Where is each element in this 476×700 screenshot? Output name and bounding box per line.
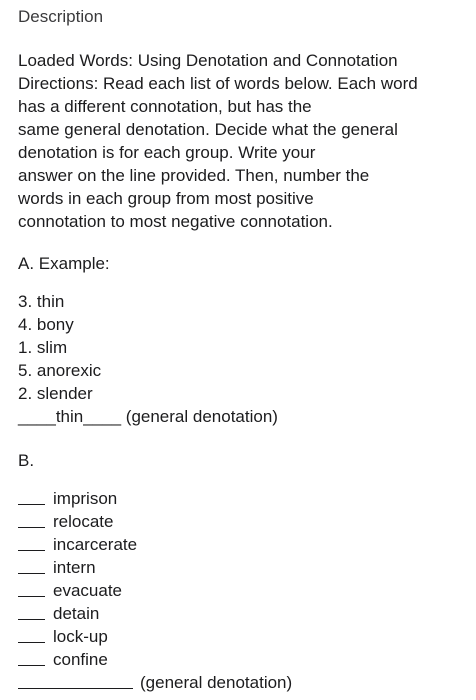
example-item: 5. anorexic <box>18 361 102 380</box>
directions-paragraph <box>18 49 468 233</box>
example-item: 3. thin <box>18 292 65 311</box>
example-item: 4. bony <box>18 315 74 334</box>
word-row <box>18 625 292 648</box>
word-label: incarcerate <box>53 535 138 554</box>
word-label: imprison <box>53 489 118 508</box>
intro-line: has a different connotation, but has the <box>18 97 312 116</box>
denotation-blank[interactable] <box>18 672 133 689</box>
rank-blank[interactable] <box>18 649 45 666</box>
denotation-answer-line <box>18 671 292 694</box>
intro-line: same general denotation. Decide what the general <box>18 120 398 139</box>
word-label: lock-up <box>53 627 108 646</box>
word-row <box>18 648 292 671</box>
rank-blank[interactable] <box>18 603 45 620</box>
word-row <box>18 487 292 510</box>
section-b-label: B. <box>18 451 35 470</box>
intro-line: connotation to most negative connotation. <box>18 212 333 231</box>
word-row <box>18 533 292 556</box>
word-label: detain <box>53 604 100 623</box>
intro-line: denotation is for each group. Write your <box>18 143 316 162</box>
description-heading: Description <box>18 7 104 26</box>
word-label: relocate <box>53 512 114 531</box>
intro-line: Directions: Read each list of words below. Each word <box>18 74 418 93</box>
example-answer: ____thin____ <box>18 407 122 426</box>
word-label: evacuate <box>53 581 122 600</box>
rank-blank[interactable] <box>18 626 45 643</box>
word-row <box>18 602 292 625</box>
intro-line: Loaded Words: Using Denotation and Connotation <box>18 51 398 70</box>
example-answer-line <box>18 405 278 428</box>
rank-blank[interactable] <box>18 580 45 597</box>
denotation-caption: (general denotation) <box>140 673 293 692</box>
example-item: 1. slim <box>18 338 68 357</box>
section-a-label: A. Example: <box>18 254 110 273</box>
word-label: confine <box>53 650 108 669</box>
rank-blank[interactable] <box>18 557 45 574</box>
word-row <box>18 556 292 579</box>
rank-blank[interactable] <box>18 511 45 528</box>
rank-blank[interactable] <box>18 488 45 505</box>
example-word-list <box>18 290 278 428</box>
example-answer-caption: (general denotation) <box>125 407 278 426</box>
rank-blank[interactable] <box>18 534 45 551</box>
section-b-word-list <box>18 487 292 694</box>
intro-line: words in each group from most positive <box>18 189 314 208</box>
example-item: 2. slender <box>18 384 93 403</box>
word-row <box>18 579 292 602</box>
word-label: intern <box>53 558 96 577</box>
word-row <box>18 510 292 533</box>
intro-line: answer on the line provided. Then, number the <box>18 166 370 185</box>
